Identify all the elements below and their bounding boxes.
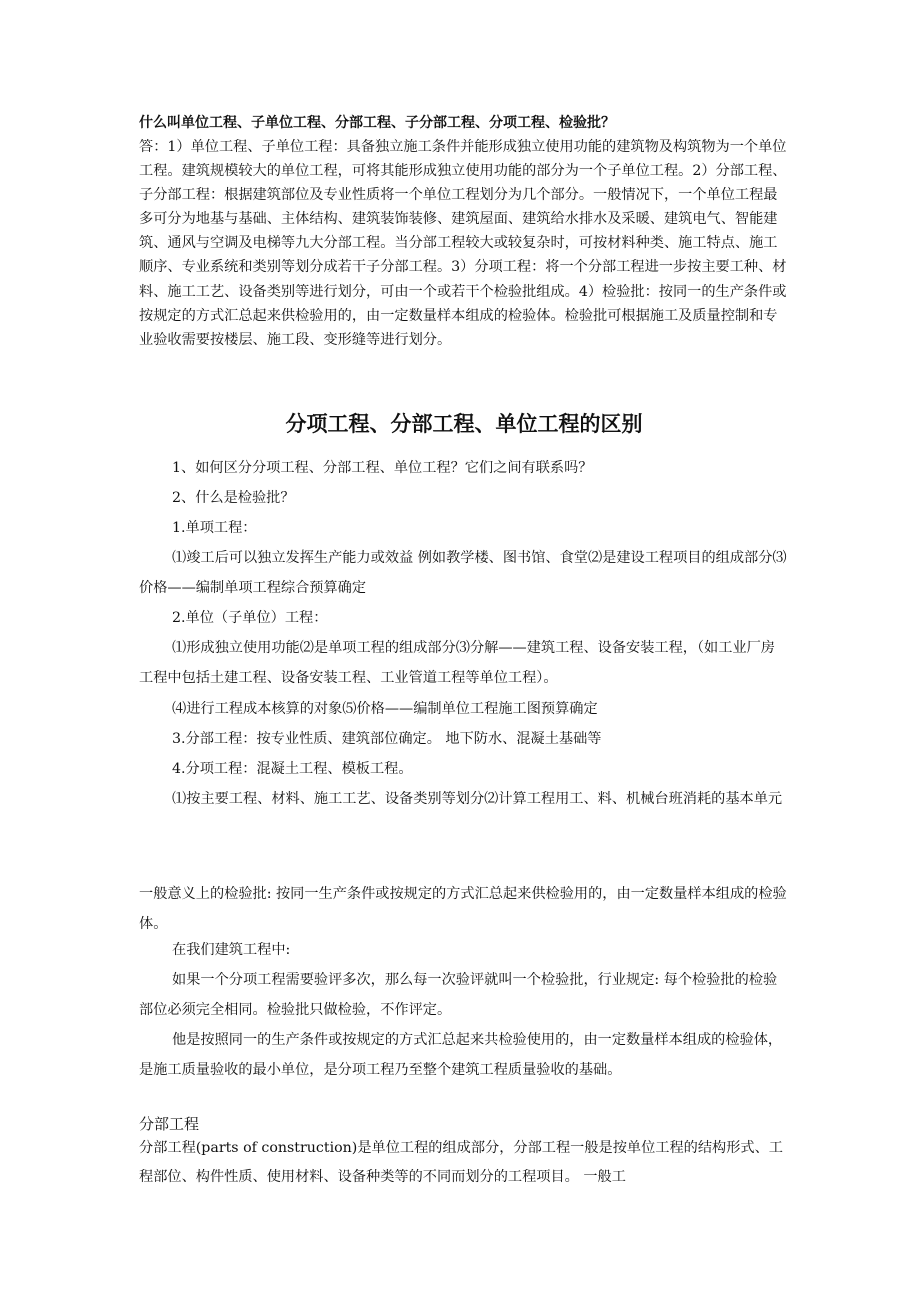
answer-paragraph: 答：1）单位工程、子单位工程：具备独立施工条件并能形成独立使用功能的建筑物及构筑物为一个单位工程。建筑规模较大的单位工程，可将其能形成独立使用功能的部分为一个子单位工程。2）分部工程、子分部工程：根据建筑部位及专业性质将一个单位工程划分为几个部分。一般情况下，一个单位工程最多可分为地基与基础、主体结构、建筑装饰装修、建筑屋面、建筑给水排水及采暖、建筑电气、智能建筑、通风与空调及电梯等九大分部工程。当分部工程较大或较复杂时，可按材料种类、施工特点、施工顺序、专业系统和类别等划分成若干子分部工程。3）分项工程：将一个分部工程进一步按主要工种、材料、施工工艺、设备类别等进行划分，可由一个或若干个检验批组成。4）检验批：按同一的生产条件或按规定的方式汇总起来供检验用的，由一定数量样本组成的检验体。检验批可根据施工及质量控制和专业验收需要按楼层、施工段、变形缝等进行划分。 — [139, 139, 787, 348]
subdivision-title: 分部工程 — [139, 1115, 200, 1133]
inspection-general: 一般意义上的检验批: 按同一生产条件或按规定的方式汇总起来供检验用的，由一定数量样本组成的检验体。 — [139, 886, 787, 932]
question-2: 2、什么是检验批？ — [172, 490, 295, 506]
inspection-para-2: 他是按照同一的生产条件或按规定的方式汇总起来共检验使用的，由一定数量样本组成的检验体，是施工质量验收的最小单位，是分项工程乃至整个建筑工程质量验收的基础。 — [139, 1032, 783, 1078]
item-1-title: 1.单项工程： — [172, 520, 257, 536]
item-1-body: ⑴竣工后可以独立发挥生产能力或效益 例如教学楼、图书馆、食堂⑵是建设工程项目的组成部分⑶价格——编制单项工程综合预算确定 — [139, 550, 787, 596]
inspection-intro: 在我们建筑工程中: — [172, 942, 291, 958]
section-title: 分项工程、分部工程、单位工程的区别 — [285, 412, 643, 436]
subdivision-body: 分部工程(parts of construction)是单位工程的组成部分，分部工程一般是按单位工程的结构形式、工程部位、构件性质、使用材料、设备种类等的不同而划分的工程项目。 一般工 — [139, 1140, 783, 1185]
item-2-body: ⑴形成独立使用功能⑵是单项工程的组成部分⑶分解——建筑工程、设备安装工程，（如工业厂房工程中包括土建工程、设备安装工程、工业管道工程等单位工程）。 — [139, 640, 775, 686]
item-3: 3.分部工程：按专业性质、建筑部位确定。 地下防水、混凝土基础等 — [172, 731, 602, 747]
item-4-title: 4.分项工程：混凝土工程、模板工程。 — [172, 761, 413, 777]
inspection-para-1: 如果一个分项工程需要验评多次，那么每一次验评就叫一个检验批，行业规定: 每个检验批的检验部位必须完全相同。检验批只做检验，不作评定。 — [139, 972, 778, 1018]
item-4-body: ⑴按主要工程、材料、施工工艺、设备类别等划分⑵计算工程用工、料、机械台班消耗的基本单元 — [172, 791, 783, 807]
item-2-extra: ⑷进行工程成本核算的对象⑸价格——编制单位工程施工图预算确定 — [172, 701, 598, 717]
question-1: 1、如何区分分项工程、分部工程、单位工程？它们之间有联系吗？ — [172, 460, 593, 476]
question-title: 什么叫单位工程、子单位工程、分部工程、子分部工程、分项工程、检验批？ — [139, 115, 615, 131]
item-2-title: 2.单位（子单位）工程： — [172, 610, 328, 626]
